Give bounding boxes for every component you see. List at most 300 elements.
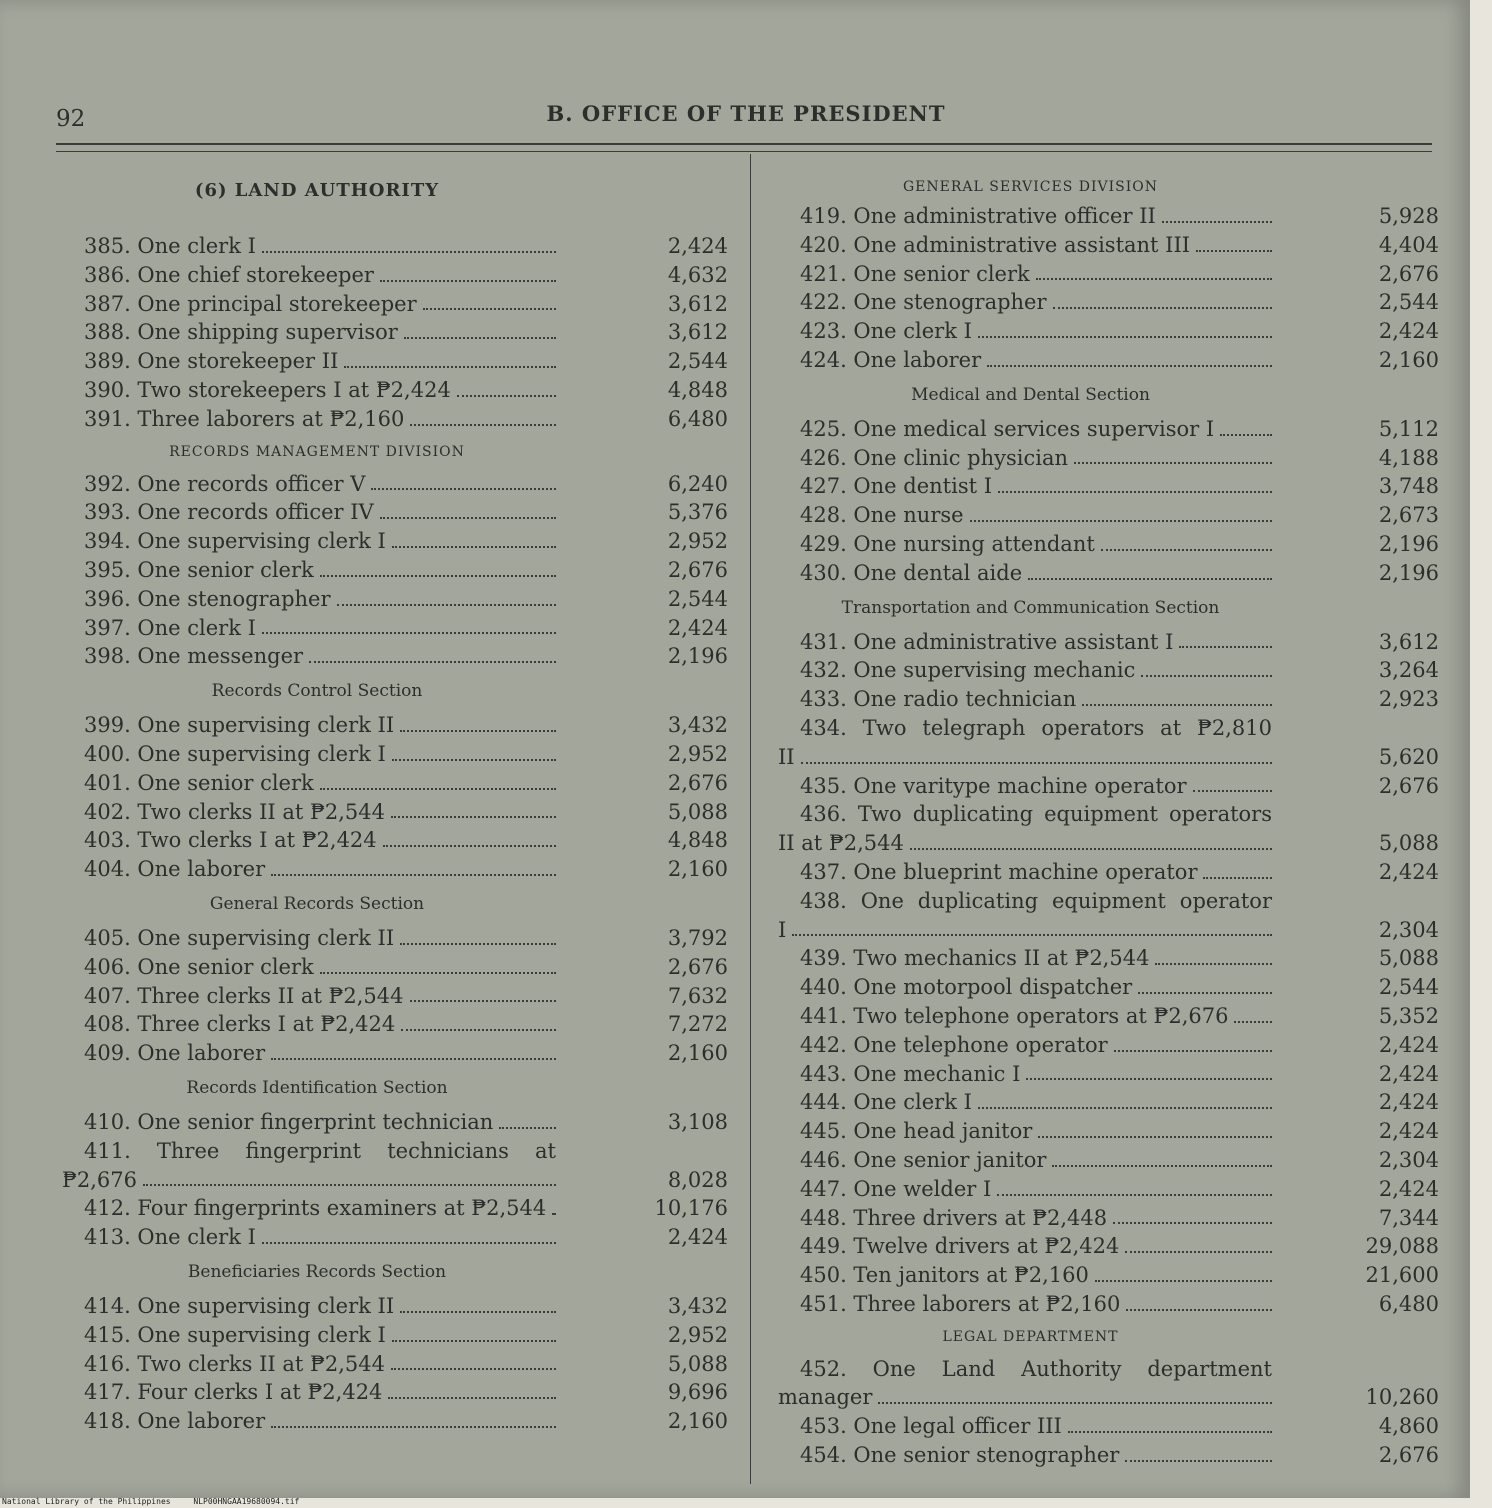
dot-leader [401,1010,556,1031]
line-item-amount: 5,088 [667,1351,728,1376]
line-item-amount: 3,612 [667,320,728,345]
dot-leader [997,1175,1272,1196]
dot-leader [910,829,1272,850]
dot-leader [1234,1002,1272,1023]
line-item-desc [84,982,556,1011]
dot-leader [262,614,556,635]
line-item-text: 401. One senior clerk [84,770,314,795]
line-item-amount: 7,344 [1378,1205,1439,1230]
line-item [778,973,1443,1002]
line-item-amount: 3,748 [1378,474,1439,499]
line-item-desc [84,798,556,827]
line-item-desc [84,642,556,671]
line-item-text: 420. One administrative assistant III [800,232,1191,257]
line-item [62,711,732,740]
line-item-amount: 2,160 [667,1041,728,1066]
line-item-text: 449. Twelve drivers at ₱2,424 [800,1234,1120,1259]
line-item-desc [800,1441,1272,1470]
line-item [778,559,1443,588]
line-item-text: 421. One senior clerk [800,261,1030,286]
dot-leader [1068,1412,1272,1433]
line-item-desc [84,585,556,614]
line-item-text: 398. One messenger [84,644,304,669]
line-item-amount: 3,432 [667,1293,728,1318]
line-item-desc [84,1010,556,1039]
line-item-text: 397. One clerk I [84,615,256,640]
line-item-amount: 4,860 [1378,1414,1439,1439]
dot-leader [1082,685,1272,706]
dot-leader [970,501,1272,522]
line-item-amount: 2,424 [1378,859,1439,884]
line-item [778,444,1443,473]
line-item-text: 418. One laborer [84,1409,266,1434]
line-item-amount: 5,112 [1378,416,1439,441]
dot-leader [392,1321,556,1342]
line-item-desc [800,1117,1272,1146]
line-item-desc [800,656,1272,685]
line-item [778,1146,1443,1175]
line-item-desc [800,202,1272,231]
line-item-amount: 2,673 [1378,503,1439,528]
line-item-amount: 2,424 [1378,1119,1439,1144]
dot-leader [320,556,556,577]
subsection-heading: Beneficiaries Records Section [187,1261,447,1282]
line-item [62,1194,732,1223]
line-item-amount: 3,612 [1378,629,1439,654]
line-item-amount: 6,480 [667,406,728,431]
line-item [62,232,732,261]
line-item-text: 438. One duplicating equipment operator [800,888,1272,913]
line-item-text: 452. One Land Authority department [800,1356,1272,1381]
line-item-desc [800,559,1272,588]
dot-leader [391,798,556,819]
line-item-desc [84,232,556,261]
line-item-text: 400. One supervising clerk I [84,741,386,766]
line-item-amount: 3,612 [667,291,728,316]
dot-leader [792,916,1272,937]
line-item-amount: 2,304 [1378,1147,1439,1172]
line-item [778,1232,1443,1261]
line-item-text: 388. One shipping supervisor [84,320,398,345]
line-item-desc [800,1031,1272,1060]
line-item-desc [84,1194,556,1223]
line-item [778,1031,1443,1060]
line-item [62,376,732,405]
line-item-amount: 2,676 [1378,773,1439,798]
dot-leader [383,826,556,847]
line-item-text: 422. One stenographer [800,290,1047,315]
line-item-amount: 5,088 [1378,831,1439,856]
line-item [62,347,732,376]
line-item [62,1010,732,1039]
dot-leader [271,1039,556,1060]
dot-leader [1026,1060,1272,1081]
subsection-heading: LEGAL DEPARTMENT [942,1328,1119,1345]
line-item-amount: 2,196 [1378,560,1439,585]
dot-leader [1155,944,1272,965]
dot-leader [392,740,556,761]
line-item-amount: 5,928 [1378,204,1439,228]
line-item-continuation: II [778,744,795,769]
line-item [62,924,732,953]
dot-leader [1203,858,1272,879]
left-column [62,172,732,1436]
line-item-amount: 2,676 [1378,1443,1439,1468]
line-item-desc [84,614,556,643]
line-item-text: 444. One clerk I [800,1090,972,1115]
line-item-amount: 2,544 [667,349,728,374]
line-item [62,1407,732,1436]
line-item-text: 394. One supervising clerk I [84,529,386,554]
line-item [778,1441,1443,1470]
line-item-amount: 4,848 [667,828,728,853]
line-item-amount: 7,272 [667,1012,728,1037]
line-item-desc [800,444,1272,473]
column-divider [750,154,751,1484]
line-item-text: 386. One chief storekeeper [84,262,374,287]
line-item-text: 417. Four clerks I at ₱2,424 [84,1380,383,1405]
line-item [62,1292,732,1321]
line-item [62,470,732,499]
line-item-text: 391. Three laborers at ₱2,160 [84,406,405,431]
dot-leader [1101,530,1272,551]
line-item [62,1223,732,1252]
line-item-text: 409. One laborer [84,1041,266,1066]
line-item-desc [800,1088,1272,1117]
line-item [62,585,732,614]
line-item-amount: 3,792 [667,925,728,950]
subsection-heading: Records Control Section [211,681,423,702]
line-item [62,318,732,347]
dot-leader [400,1292,556,1313]
line-item-text: 385. One clerk I [84,234,256,258]
line-item [62,1378,732,1407]
line-item-text: 426. One clinic physician [800,445,1068,470]
line-item [778,858,1443,887]
header-rule-thin [56,151,1432,152]
line-item-amount: 2,676 [667,770,728,795]
line-item-text: 432. One supervising mechanic [800,658,1136,683]
line-item-amount: 10,260 [1365,1385,1439,1410]
line-item [778,944,1443,973]
line-item-text: 387. One principal storekeeper [84,291,417,316]
line-item-amount: 5,376 [667,500,728,525]
footer-file: NLP00HNGAA19680094.tif [193,1497,300,1506]
line-item-amount: 2,304 [1378,917,1439,942]
section-heading: (6) LAND AUTHORITY [194,180,440,201]
line-item [778,685,1443,714]
dot-leader [320,953,556,974]
line-item-text: 404. One laborer [84,857,266,882]
dot-leader [1052,1146,1272,1167]
page-title: B. OFFICE OF THE PRESIDENT [546,101,946,126]
line-item-amount: 6,480 [1378,1291,1439,1316]
line-item-amount: 4,404 [1378,232,1439,257]
line-item-text: 414. One supervising clerk II [84,1293,395,1318]
dot-leader [1036,260,1272,281]
line-item-desc [84,1407,556,1436]
line-item-amount: 2,424 [1378,1090,1439,1115]
line-item [62,556,732,585]
line-item-text: 392. One records officer V [84,471,366,496]
line-item [778,530,1443,559]
subsection-heading: Records Identification Section [186,1077,448,1098]
line-item-desc [800,1175,1272,1204]
line-item-desc [800,1261,1272,1290]
line-item-text: 441. Two telephone operators at ₱2,676 [800,1003,1229,1028]
dot-leader [978,1088,1272,1109]
line-item-desc [800,415,1272,444]
line-item-desc [84,470,556,499]
dot-leader [271,855,556,876]
dot-leader [344,347,556,368]
line-item-desc [778,743,1272,772]
line-item-text: 440. One motorpool dispatcher [800,975,1133,1000]
line-item [778,656,1443,685]
line-item-desc [84,261,556,290]
line-item-desc [800,1204,1272,1233]
line-item-desc [84,1378,556,1407]
line-item-text: 442. One telephone operator [800,1032,1108,1057]
line-item-amount: 21,600 [1365,1263,1439,1288]
line-item [62,855,732,884]
line-item-amount: 4,848 [667,377,728,402]
line-item-desc [800,944,1272,973]
line-item-text: 410. One senior fingerprint technician [84,1109,494,1134]
dot-leader [380,498,556,519]
line-item-desc [800,1412,1272,1441]
dot-leader [1028,559,1272,580]
line-item-amount: 4,188 [1378,445,1439,470]
line-item-amount: 2,424 [1378,1032,1439,1057]
line-item-text: 425. One medical services supervisor I [800,416,1215,441]
line-item-desc [800,772,1272,801]
line-item-desc [84,769,556,798]
dot-leader [1196,231,1272,252]
line-item-amount: 2,424 [667,1225,728,1250]
line-item-amount: 5,620 [1378,744,1439,769]
line-item [62,498,732,527]
footer-library: National Library of the Philippines [2,1497,171,1506]
line-item-text: 435. One varitype machine operator [800,773,1187,798]
line-item-text: 447. One welder I [800,1176,992,1201]
line-item-amount: 2,424 [1378,1061,1439,1086]
dot-leader [380,261,556,282]
line-item-amount: 3,108 [667,1109,728,1134]
line-item-continuation: ₱2,676 [62,1167,137,1192]
header-rule [56,143,1432,145]
line-item-amount: 2,544 [1378,975,1439,1000]
line-item [62,1166,732,1195]
line-item-text: 415. One supervising clerk I [84,1322,386,1347]
dot-leader [1125,1441,1272,1462]
dot-leader [1126,1290,1272,1311]
dot-leader [400,924,556,945]
dot-leader [392,527,556,548]
line-item-amount: 2,952 [667,741,728,766]
line-item-text: 451. Three laborers at ₱2,160 [800,1291,1121,1316]
line-item-desc [84,711,556,740]
line-item-text: 450. Ten janitors at ₱2,160 [800,1263,1089,1288]
dot-leader [1138,973,1272,994]
subsection-heading: Transportation and Communication Section [841,597,1220,618]
line-item [778,1088,1443,1117]
line-item-desc [84,1321,556,1350]
line-item-amount: 9,696 [667,1380,728,1405]
line-item-desc [778,1383,1272,1412]
line-item-desc [84,1108,556,1137]
line-item-desc [84,1223,556,1252]
line-item [778,1383,1443,1412]
line-item-text: 437. One blueprint machine operator [800,859,1198,884]
line-item-continuation: manager [778,1385,873,1410]
line-item-text: 429. One nursing attendant [800,531,1095,556]
dot-leader [1095,1261,1272,1282]
line-item [778,1204,1443,1233]
subsection-heading: General Records Section [209,893,425,914]
dot-leader [998,472,1272,493]
dot-leader [391,1350,556,1371]
dot-leader [1113,1204,1272,1225]
line-item-amount: 4,632 [667,262,728,287]
line-item [778,916,1443,945]
line-item [778,1175,1443,1204]
line-item-text: 411. Three fingerprint technicians at [84,1138,556,1163]
line-item-desc [84,826,556,855]
dot-leader [1125,1232,1272,1253]
line-item-text: 434. Two telegraph operators at ₱2,810 [800,715,1272,740]
dot-leader [1074,444,1272,465]
dot-leader [457,376,556,397]
line-item [778,628,1443,657]
line-item-desc [84,1292,556,1321]
dot-leader [143,1166,556,1187]
dot-leader [371,470,556,491]
line-item-continuation: I [778,917,787,942]
line-item-text: 445. One head janitor [800,1119,1033,1144]
line-item [778,829,1443,858]
line-item-amount: 2,424 [667,615,728,640]
page-number: 92 [56,106,86,132]
line-item-text: 416. Two clerks II at ₱2,544 [84,1351,385,1376]
line-item-text: 413. One clerk I [84,1225,256,1250]
line-item-desc [800,501,1272,530]
dot-leader [271,1407,556,1428]
line-item-continuation: II at ₱2,544 [778,831,904,856]
line-item-text: 390. Two storekeepers I at ₱2,424 [84,377,451,402]
line-item [62,769,732,798]
line-item-amount: 5,088 [667,799,728,824]
line-item [62,953,732,982]
line-item-amount: 2,952 [667,529,728,554]
line-item-text: 396. One stenographer [84,586,331,611]
line-item-desc [778,829,1272,858]
line-item-amount: 2,544 [667,586,728,611]
line-item [778,472,1443,501]
line-item-amount: 6,240 [667,471,728,496]
line-item [778,231,1443,260]
line-item-amount: 2,544 [1378,290,1439,315]
dot-leader [309,642,556,663]
line-item-amount: 5,088 [1378,946,1439,971]
line-item-text: 448. Three drivers at ₱2,448 [800,1205,1108,1230]
dot-leader [978,317,1272,338]
line-item-amount: 2,160 [667,1409,728,1434]
line-item [778,202,1443,231]
line-item-desc [84,376,556,405]
line-item [62,261,732,290]
line-item [778,1412,1443,1441]
line-item-amount: 2,196 [1378,531,1439,556]
line-item [778,1290,1443,1319]
line-item-amount: 2,424 [667,234,728,258]
line-item-text: 428. One nurse [800,503,964,528]
dot-leader [1179,628,1272,649]
line-item-amount: 2,424 [1378,1176,1439,1201]
line-item-text: 412. Four fingerprints examiners at ₱2,544 [84,1196,547,1221]
line-item [778,260,1443,289]
line-item-desc [84,924,556,953]
line-item [62,982,732,1011]
line-item-amount: 5,352 [1378,1003,1439,1028]
line-item-text: 443. One mechanic I [800,1061,1021,1086]
line-item [778,1002,1443,1031]
scan-footer [2,1497,317,1506]
line-item [778,501,1443,530]
line-item-text: 453. One legal officer III [800,1414,1062,1439]
line-item-desc [800,346,1272,375]
line-item-text: 423. One clerk I [800,319,972,344]
line-item [778,288,1443,317]
line-item-desc [84,953,556,982]
line-item-amount: 29,088 [1365,1234,1439,1259]
line-item [62,1321,732,1350]
line-item-text: 393. One records officer IV [84,500,374,525]
line-item-desc [778,916,1272,945]
line-item-desc [62,1166,556,1195]
dot-leader [320,769,556,790]
line-item [62,1039,732,1068]
line-item-desc [84,347,556,376]
line-item-text: 402. Two clerks II at ₱2,544 [84,799,385,824]
dot-leader [410,982,556,1003]
line-item [778,743,1443,772]
line-item [62,1108,732,1137]
line-item-amount: 2,424 [1378,319,1439,344]
dot-leader [262,232,556,253]
line-item [778,1060,1443,1089]
line-item-text: 446. One senior janitor [800,1147,1047,1172]
line-item [778,346,1443,375]
line-item-amount: 7,632 [667,983,728,1008]
line-item-amount: 2,160 [667,857,728,882]
line-item-desc [800,288,1272,317]
line-item-text: 433. One radio technician [800,687,1077,712]
line-item-desc [84,556,556,585]
line-item-desc [800,628,1272,657]
line-item [62,614,732,643]
line-item-desc [800,472,1272,501]
line-item-text: 436. Two duplicating equipment operators [800,802,1272,827]
line-item-desc [84,527,556,556]
line-item-text: 406. One senior clerk [84,954,314,979]
dot-leader [1162,202,1272,223]
line-item-amount: 2,196 [667,644,728,669]
line-item-desc [800,231,1272,260]
line-item-desc [800,1060,1272,1089]
line-item-desc [84,318,556,347]
line-item-text: 405. One supervising clerk II [84,925,395,950]
